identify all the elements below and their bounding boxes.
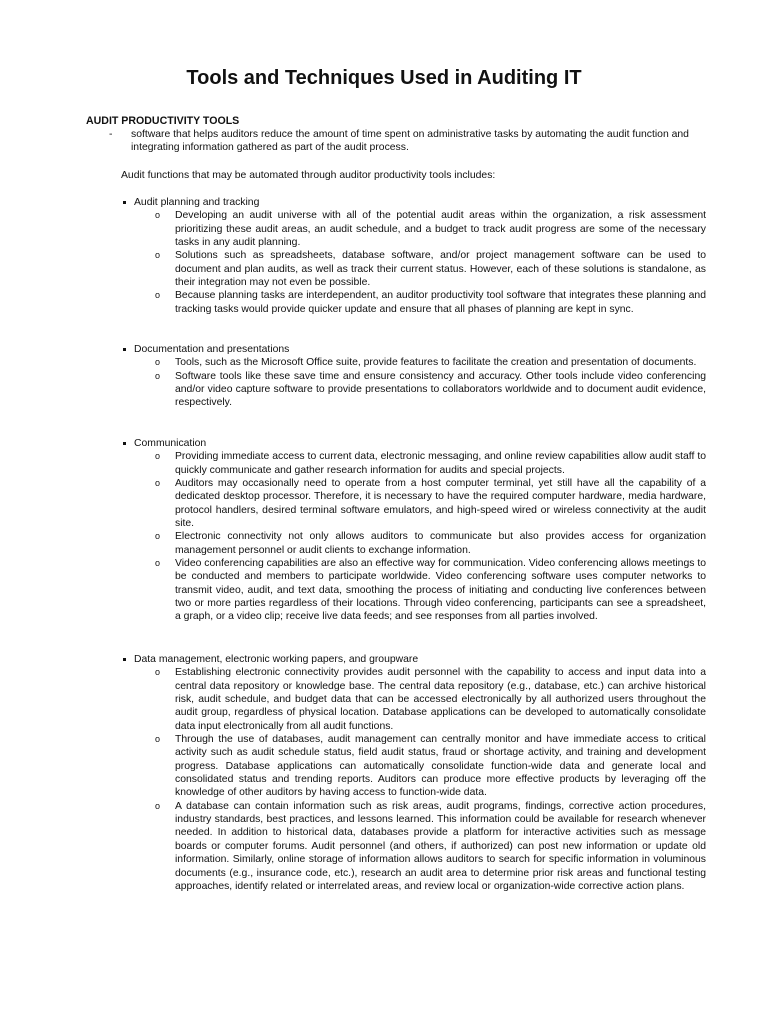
list-item [121,209,706,249]
group-title-text: Communication [134,438,207,449]
list-item [121,666,706,733]
list-item [121,370,706,410]
group-communication [121,437,706,624]
circle-bullet-icon: o [155,531,161,542]
list-item-text: Developing an audit universe with all of the potential audit areas within the organization, a risk assessment prioritizing these audit areas, an audit schedule, and a budget to track audit progress are some of the necessary tasks in any audit planning. [175,210,706,249]
circle-bullet-icon: o [155,478,161,489]
definition-text: software that helps auditors reduce the amount of time spent on administrative tasks by automating the audit function and integrating information gathered as part of the audit process. [131,129,689,154]
list-item [121,557,706,624]
list-item-text: Video conferencing capabilities are also an effective way for communication. Video conferencing allows meetings to be conducted and members to participate worldwide. Video conferencing software uses computer networks to transmit video, audit, and text data, smoothing the process of initiating and conducting live conferences between two or more parties regardless of their locations. Through video conferencing, participants can see a spreadsheet, a graph, or a video clip; receive live data feeds; and see responses from all parties involved. [175,558,706,623]
square-bullet-icon [123,348,126,351]
circle-bullet-icon: o [155,558,161,569]
group-title-text: Documentation and presentations [134,344,290,355]
definition-item [86,128,706,155]
circle-bullet-icon: o [155,734,161,745]
list-item-text: Software tools like these save time and ensure consistency and accuracy. Other tools include video conferencing and/or video capture software to provide presentations to collaborators worldwide and to document audit evidence, respectively. [175,370,706,409]
group-title-text: Data management, electronic working papers, and groupware [134,654,419,665]
list-item [121,530,706,557]
sub-list [121,356,706,409]
square-bullet-icon [123,442,126,445]
circle-bullet-icon: o [155,357,161,368]
group-title [121,196,706,209]
circle-bullet-icon: o [155,370,161,381]
list-item-text: A database can contain information such as risk areas, audit programs, findings, corrective action procedures, industry standards, best practices, and lessons learned. This information could be available for research whenever needed. In addition to historical data, databases provide a platform for interactive activities such as message boards or computer forums. Audit personnel (and others, if authorized) can post new information or update old information. Similarly, online storage of information allows auditors to search for specific information in voluminous documents (e.g., insurance code, etc.), research an audit area to determine prior risk areas and functional testing approaches, identify related or interrelated areas, and review local or organization-wide corrective action plans. [175,800,706,892]
list-item-text: Auditors may occasionally need to operate from a host computer terminal, yet still have all the capability of a dedicated desktop processor. Therefore, it is necessary to have the required computer hardware, media hardware, protocol handlers, desired terminal software emulators, and high-speed wired or wireless connectivity at the audit site. [175,478,706,530]
circle-bullet-icon: o [155,210,161,221]
list-item [121,733,706,800]
list-item [121,356,706,369]
circle-bullet-icon: o [155,250,161,261]
circle-bullet-icon: o [155,290,161,301]
group-data-management [121,653,706,893]
list-item-text: Solutions such as spreadsheets, database software, and/or project management software can be used to document and plan audits, as well as track their current status. However, each of these solutions is standalone, as their integration may not even be possible. [175,250,706,289]
list-item [121,800,706,893]
list-item-text: Establishing electronic connectivity provides audit personnel with the capability to access and input data into a central data repository or knowledge base. The central data repository (e.g., database, etc.) can archive historical risk, audit schedule, and budget data that can be accessed electronically by all authorized users throughout the audit group, regardless of physical location. Database applications can be developed to automatically consolidate data input electronically from all audit functions. [175,667,706,732]
list-item-text: Because planning tasks are interdependent, an auditor productivity tool software that integrates these planning and tracking tasks would provide quicker update and ensure that all phases of planning are kept in sync. [175,290,706,315]
list-item [121,477,706,530]
circle-bullet-icon: o [155,667,161,678]
group-title [121,343,706,356]
list-item-text: Electronic connectivity not only allows auditors to communicate but also provides access for organization management personnel or audit clients to exchange information. [175,531,706,556]
group-title [121,437,706,450]
square-bullet-icon [123,201,126,204]
circle-bullet-icon: o [155,800,161,811]
group-title-text: Audit planning and tracking [134,197,260,208]
sub-list [121,450,706,623]
group-documentation [121,343,706,410]
section-heading: AUDIT PRODUCTIVITY TOOLS [86,115,240,127]
list-item-text: Providing immediate access to current data, electronic messaging, and online review capabilities allow audit staff to quickly communicate and gather research information for audits and special projects. [175,451,706,476]
sub-list [121,209,706,316]
list-item-text: Through the use of databases, audit management can centrally monitor and have immediate access to critical activity such as audit schedule status, field audit status, fraud or shortage activity, and training and development progress. Database applications can automatically consolidate function-wide data and generate local and consolidated status and trending reports. Auditors can produce more effective products by leveraging off the knowledge of other auditors by having access to function-wide data. [175,734,706,799]
list-item [121,289,706,316]
page-title: Tools and Techniques Used in Auditing IT [186,67,582,89]
dash-bullet-icon: - [109,129,113,140]
list-item-text: Tools, such as the Microsoft Office suite, provide features to facilitate the creation and presentation of documents. [175,357,697,369]
list-item [121,450,706,477]
intro-text: Audit functions that may be automated through auditor productivity tools includes: [121,170,496,181]
list-item [121,249,706,289]
group-audit-planning [121,196,706,316]
group-title [121,653,706,666]
circle-bullet-icon: o [155,451,161,462]
square-bullet-icon [123,658,126,661]
sub-list [121,666,706,893]
